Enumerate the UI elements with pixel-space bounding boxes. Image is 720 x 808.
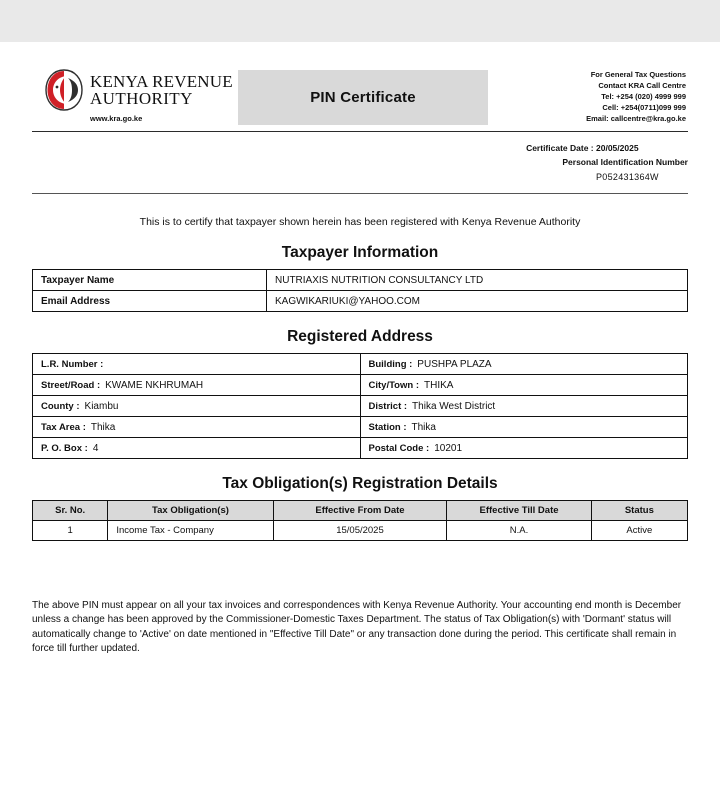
tax-obligations-heading: Tax Obligation(s) Registration Details bbox=[222, 475, 498, 493]
po-box-cell bbox=[33, 438, 361, 459]
street-road-label: Street/Road : bbox=[41, 379, 101, 391]
contact-line-1: For General Tax Questions bbox=[590, 70, 686, 79]
column-header-status: Status bbox=[591, 501, 687, 521]
top-background-strip bbox=[0, 0, 720, 42]
certificate-date-row bbox=[32, 141, 688, 155]
contact-cell: Cell: +254(0711)099 999 bbox=[602, 102, 686, 112]
taxpayer-name-label: Taxpayer Name bbox=[33, 270, 267, 291]
building-value: PUSHPA PLAZA bbox=[417, 358, 492, 370]
contact-email: Email: callcentre@kra.go.ke bbox=[586, 113, 686, 123]
certify-statement: This is to certify that taxpayer shown herein has been registered with Kenya Revenue Authority bbox=[139, 216, 581, 229]
cell-sr-no: 1 bbox=[33, 521, 108, 541]
po-box-value: 4 bbox=[92, 442, 99, 454]
column-header-effective-from: Effective From Date bbox=[273, 501, 447, 521]
street-road-value: KWAME NKHRUMAH bbox=[105, 379, 204, 391]
pin-label-row bbox=[32, 155, 688, 169]
county-value: Kiambu bbox=[84, 400, 119, 412]
cell-effective-till: N.A. bbox=[447, 521, 591, 541]
table-row bbox=[33, 521, 688, 541]
contact-line-2: Contact KRA Call Centre bbox=[598, 80, 686, 90]
building-cell bbox=[360, 354, 688, 375]
postal-code-value: 10201 bbox=[434, 442, 463, 454]
table-row bbox=[33, 438, 688, 459]
lr-number-label: L.R. Number : bbox=[41, 358, 104, 370]
city-town-value: THIKA bbox=[423, 379, 454, 391]
district-label: District : bbox=[368, 400, 408, 412]
pin-label: Personal Identification Number bbox=[562, 157, 688, 168]
cell-tax-obligation: Income Tax - Company bbox=[108, 521, 273, 541]
postal-code-label: Postal Code : bbox=[368, 442, 430, 454]
kra-wordmark-line1: KENYA REVENUE bbox=[90, 71, 233, 91]
table-row bbox=[33, 417, 688, 438]
tax-area-cell bbox=[33, 417, 361, 438]
station-value: Thika bbox=[411, 421, 436, 433]
station-cell bbox=[360, 417, 688, 438]
document-title-box bbox=[238, 70, 488, 125]
certificate-date-value: 20/05/2025 bbox=[596, 143, 639, 153]
footer-note: The above PIN must appear on all your tax invoices and correspondences with Kenya Revenue Authority. Your accounting end month is December unless a change has been approved by the Commissioner-Domestic Taxes Department. The status of Tax Obligation(s) with 'Dormant' status will automatically change to 'Active' on date mentioned in "Effective Till Date" or any transaction done during the period. This certificate shall remain in force till further updated. bbox=[32, 600, 682, 654]
page-title: PIN Certificate bbox=[310, 89, 416, 106]
certificate-sheet bbox=[0, 42, 720, 808]
column-header-tax-obligation: Tax Obligation(s) bbox=[108, 501, 273, 521]
table-row bbox=[33, 270, 688, 291]
document-header bbox=[32, 42, 688, 123]
taxpayer-information-table bbox=[32, 269, 688, 312]
status-badge: Active bbox=[591, 521, 687, 541]
city-town-cell bbox=[360, 375, 688, 396]
po-box-label: P. O. Box : bbox=[41, 442, 88, 454]
registered-address-heading: Registered Address bbox=[287, 328, 433, 346]
contact-block bbox=[488, 68, 688, 124]
kra-wordmark-line2: AUTHORITY bbox=[90, 89, 193, 108]
tax-obligations-table bbox=[32, 500, 688, 541]
street-road-cell bbox=[33, 375, 361, 396]
kra-lion-logo-icon bbox=[44, 68, 84, 112]
table-row bbox=[33, 375, 688, 396]
tax-area-label: Tax Area : bbox=[41, 421, 86, 433]
email-address-value: KAGWIKARIUKI@YAHOO.COM bbox=[267, 291, 688, 312]
pin-value: P052431364W bbox=[596, 171, 659, 182]
pin-value-row bbox=[32, 170, 688, 185]
contact-telephone: Tel: +254 (020) 4999 999 bbox=[601, 91, 686, 101]
table-header-row bbox=[33, 501, 688, 521]
taxpayer-information-heading: Taxpayer Information bbox=[281, 244, 439, 262]
column-header-effective-till: Effective Till Date bbox=[447, 501, 591, 521]
meta-divider bbox=[32, 193, 688, 194]
column-header-sr-no: Sr. No. bbox=[33, 501, 108, 521]
table-row bbox=[33, 354, 688, 375]
building-label: Building : bbox=[368, 358, 413, 370]
postal-code-cell bbox=[360, 438, 688, 459]
county-label: County : bbox=[41, 400, 80, 412]
table-row bbox=[33, 396, 688, 417]
tax-area-value: Thika bbox=[90, 421, 116, 433]
table-row bbox=[33, 291, 688, 312]
taxpayer-name-value: NUTRIAXIS NUTRITION CONSULTANCY LTD bbox=[267, 270, 688, 291]
station-label: Station : bbox=[368, 421, 407, 433]
district-cell bbox=[360, 396, 688, 417]
cell-effective-from: 15/05/2025 bbox=[273, 521, 447, 541]
registered-address-table bbox=[32, 353, 688, 459]
kra-logo bbox=[32, 68, 238, 112]
county-cell bbox=[33, 396, 361, 417]
city-town-label: City/Town : bbox=[368, 379, 419, 391]
email-address-label: Email Address bbox=[33, 291, 267, 312]
lr-number-cell bbox=[33, 354, 361, 375]
certificate-meta bbox=[32, 132, 688, 185]
kra-website: www.kra.go.ke bbox=[90, 114, 143, 123]
certificate-date-label: Certificate Date : bbox=[526, 143, 594, 153]
district-value: Thika West District bbox=[412, 400, 496, 412]
kra-wordmark bbox=[90, 73, 233, 108]
